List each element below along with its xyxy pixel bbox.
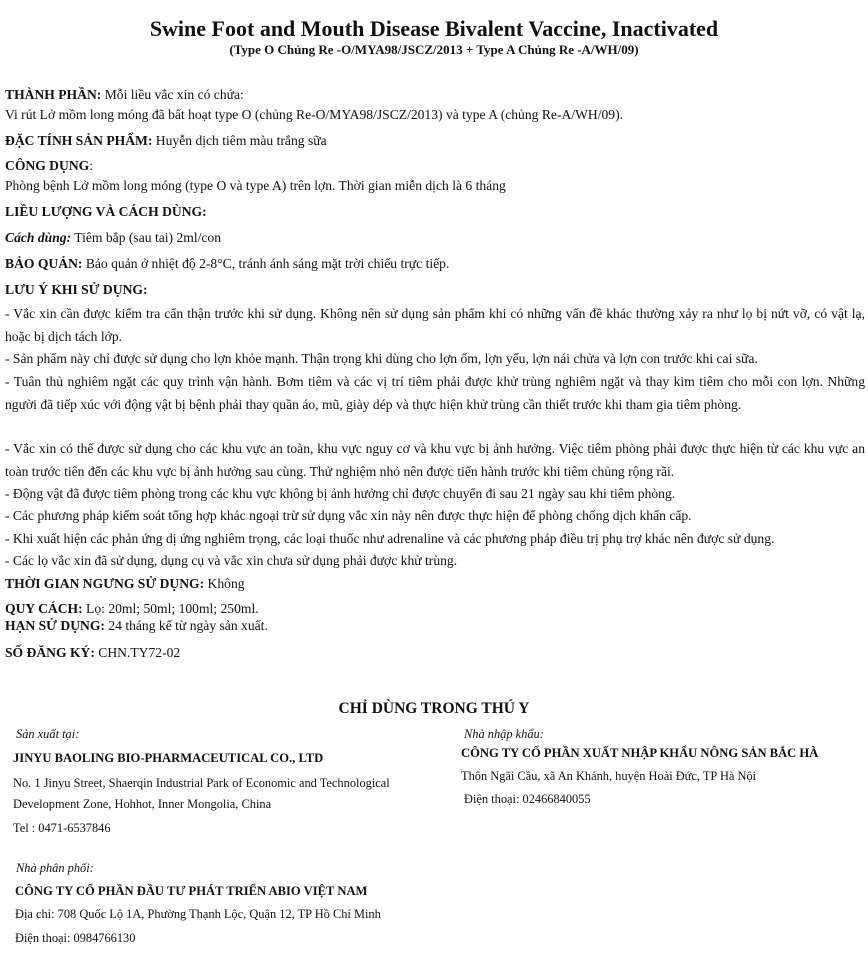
registration-value: CHN.TY72-02 <box>94 645 181 660</box>
precautions-label <box>5 279 865 301</box>
precaution-item: - Tuân thủ nghiêm ngặt các quy trình vận hành. Bơm tiêm và các vị trí tiêm phải được khử trùng nghiêm ngặt và thay kim tiêm cho mỗi con lợn. Những người đã tiếp xúc với động vật bị bệnh phải thay quần áo, mũ, giày dép và thực hiện khử trùng cần thiết trước khi tham gia tiêm phòng. <box>5 374 865 412</box>
usage-line <box>5 155 865 177</box>
manufacturer-address-1: No. 1 Jinyu Street, Shaerqin Industrial Park of Economic and Technological <box>13 776 390 790</box>
storage-line <box>5 253 865 275</box>
withdrawal-label: THỜI GIAN NGƯNG SỬ DỤNG: <box>5 576 205 591</box>
composition-detail: Vi rút Lở mồm long móng đã bất hoạt type O (chủng Re-O/MYA98/JSCZ/2013) và type A (chủng Re-A/WH/09). <box>5 107 624 122</box>
composition-label: THÀNH PHẦN: <box>5 87 102 102</box>
distributor-address: Địa chỉ: 708 Quốc Lộ 1A, Phường Thạnh Lộc, Quận 12, TP Hồ Chí Minh <box>15 907 381 921</box>
manufacturer-heading: Sản xuất tại: <box>16 727 80 741</box>
storage-label: BẢO QUẢN: <box>5 256 83 271</box>
expiry-line <box>5 617 865 635</box>
document-subtitle: (Type O Chủng Re -O/MYA98/JSCZ/2013 + Type A Chủng Re -A/WH/09) <box>229 42 639 57</box>
dosage-method-value: Tiêm bắp (sau tai) 2ml/con <box>71 230 222 245</box>
characteristics-label: ĐẶC TÍNH SẢN PHẨM: <box>5 133 153 148</box>
packaging-value: Lọ: 20ml; 50ml; 100ml; 250ml. <box>82 601 259 616</box>
packaging-line <box>5 600 865 618</box>
usage-colon: : <box>89 158 93 173</box>
characteristics-value: Huyễn dịch tiêm màu trắng sữa <box>152 133 327 148</box>
distributor-heading: Nhà phân phối: <box>16 861 94 875</box>
distributor-phone: Điện thoại: 0984766130 <box>15 931 136 945</box>
precaution-item: - Khi xuất hiện các phản ứng dị ứng nghiêm trọng, các loại thuốc như adrenaline và các phương pháp điều trị phụ trợ khác nên được sử dụng. <box>5 531 775 546</box>
distributor-name: CÔNG TY CỔ PHẦN ĐẦU TƯ PHÁT TRIỂN ABIO VIỆT NAM <box>15 884 368 898</box>
precaution-item: - Sản phẩm này chỉ được sử dụng cho lợn khỏe mạnh. Thận trọng khi dùng cho lợn ốm, lợn yếu, lợn nái chửa và lợn con trước khi cai sữa. <box>5 351 758 366</box>
manufacturer-address-2: Development Zone, Hohhot, Inner Mongolia, China <box>13 797 272 811</box>
packaging-label: QUY CÁCH: <box>5 601 83 616</box>
composition-line <box>5 84 865 106</box>
expiry-value: 24 tháng kể từ ngày sản xuất. <box>104 618 268 633</box>
manufacturer-name: JINYU BAOLING BIO-PHARMACEUTICAL CO., LTD <box>13 751 324 765</box>
precautions-label-text: LƯU Ý KHI SỬ DỤNG: <box>5 282 148 297</box>
importer-address: Thôn Ngãi Cầu, xã An Khánh, huyện Hoài Đức, TP Hà Nội <box>461 769 757 783</box>
expiry-label: HẠN SỬ DỤNG: <box>5 618 105 633</box>
dosage-method <box>5 227 865 249</box>
precaution-item: - Vắc xin cần được kiểm tra cẩn thận trước khi sử dụng. Không nên sử dụng sản phẩm khi có những vấn đề khác thường xảy ra như lọ bị nứt vỡ, có vật lạ, hoặc bị dịch tách lớp. <box>5 306 865 344</box>
importer-name: CÔNG TY CỔ PHẦN XUẤT NHẬP KHẨU NÔNG SẢN BẮC HÀ <box>461 746 819 760</box>
dosage-label <box>5 201 865 223</box>
veterinary-only-notice: CHỈ DÙNG TRONG THÚ Y <box>338 700 530 717</box>
dosage-method-label: Cách dùng: <box>5 230 72 245</box>
characteristics-line <box>5 130 865 152</box>
precaution-item: - Vắc xin có thể được sử dụng cho các khu vực an toàn, khu vực nguy cơ và khu vực bị ảnh hưởng. Việc tiêm phòng phải được thực hiện từ các khu vực an toàn trước tiên đến các khu vực bị ảnh hưởng sau cùng. Thử nghiệm nhỏ nên được tiến hành trước khi tiêm chủng rộng rãi. <box>5 441 865 479</box>
withdrawal-value: Không <box>204 576 245 591</box>
importer-phone: Điện thoại: 02466840055 <box>464 792 591 806</box>
usage-label: CÔNG DỤNG <box>5 158 90 173</box>
manufacturer-phone: Tel : 0471-6537846 <box>13 821 111 835</box>
composition-intro: Mỗi liều vắc xin có chứa: <box>101 87 244 102</box>
precaution-item: - Động vật đã được tiêm phòng trong các khu vực không bị ảnh hưởng chỉ được chuyển đi sau 21 ngày sau khi tiêm phòng. <box>5 486 676 501</box>
importer-heading: Nhà nhập khẩu: <box>464 727 544 741</box>
precaution-item: - Các lọ vắc xin đã sử dụng, dụng cụ và vắc xin chưa sử dụng phải được khử trùng. <box>5 553 458 568</box>
registration-line <box>5 642 865 664</box>
dosage-label-text: LIỀU LƯỢNG VÀ CÁCH DÙNG: <box>5 204 207 219</box>
precaution-item: - Các phương pháp kiểm soát tổng hợp khác ngoại trừ sử dụng vắc xin này nên được thực hiện để phòng chống dịch khẩn cấp. <box>5 508 692 523</box>
usage-detail: Phòng bệnh Lở mồm long móng (type O và type A) trên lợn. Thời gian miễn dịch là 6 tháng <box>5 178 506 193</box>
storage-value: Bảo quản ở nhiệt độ 2-8°C, tránh ánh sáng mặt trời chiếu trực tiếp. <box>82 256 450 271</box>
document-title: Swine Foot and Mouth Disease Bivalent Vaccine, Inactivated <box>149 16 719 41</box>
withdrawal-line <box>5 573 865 595</box>
registration-label: SỐ ĐĂNG KÝ: <box>5 645 95 660</box>
